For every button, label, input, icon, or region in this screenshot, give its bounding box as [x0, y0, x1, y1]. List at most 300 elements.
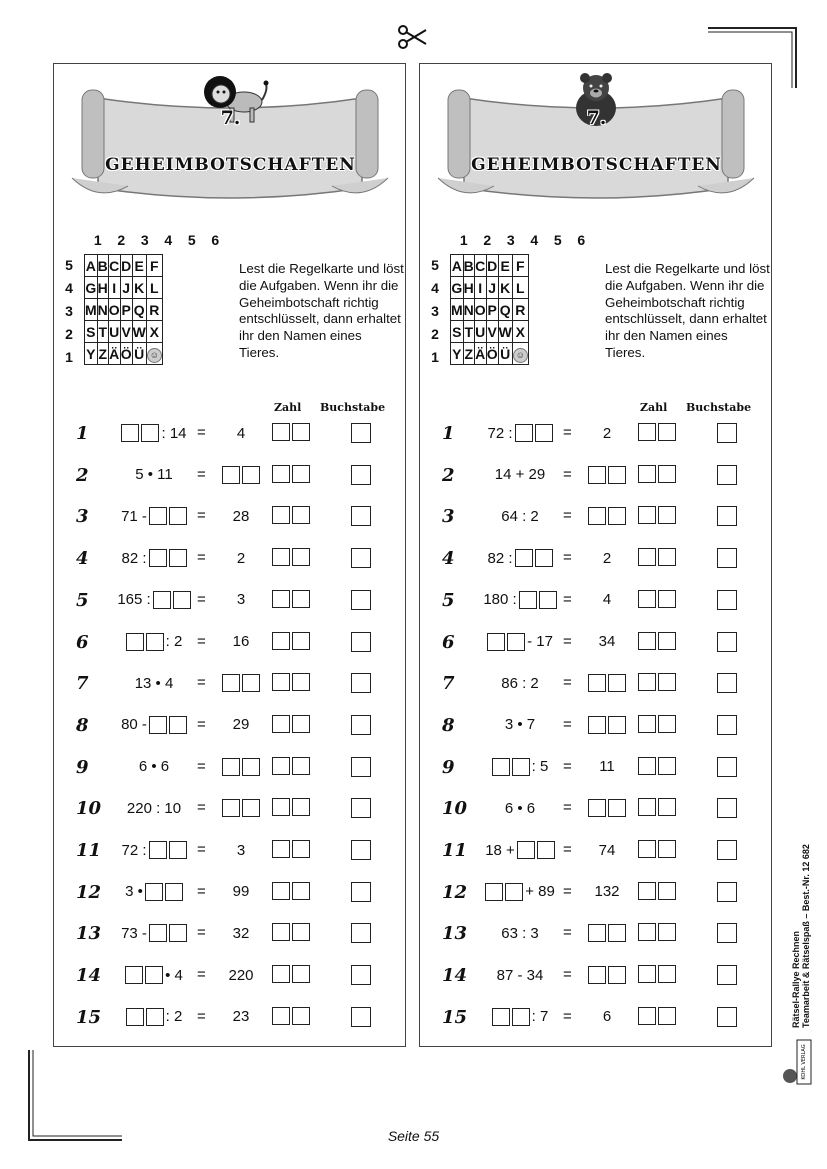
zahl-boxes[interactable] — [638, 1007, 676, 1025]
task-result — [215, 838, 267, 862]
digit-box[interactable] — [507, 633, 525, 651]
task-expression — [464, 713, 576, 737]
answer-blank[interactable] — [487, 633, 525, 651]
task-expression — [464, 838, 576, 862]
buchstabe-box[interactable] — [717, 465, 737, 485]
digit-box[interactable] — [292, 590, 310, 608]
digit-box[interactable] — [638, 465, 656, 483]
digit-box[interactable] — [222, 466, 240, 484]
result-blank[interactable] — [588, 716, 626, 734]
digit-box[interactable] — [272, 715, 290, 733]
digit-box[interactable] — [272, 1007, 290, 1025]
digit-box[interactable] — [658, 923, 676, 941]
task-result — [215, 713, 267, 737]
zahl-boxes[interactable] — [638, 965, 676, 983]
answer-blank[interactable] — [125, 966, 163, 984]
digit-box[interactable] — [272, 548, 290, 566]
digit-box[interactable] — [292, 923, 310, 941]
grid-cell: Q — [498, 299, 512, 321]
digit-box[interactable] — [537, 841, 555, 859]
digit-box[interactable] — [658, 1007, 676, 1025]
task-number: 2 — [442, 464, 455, 486]
result-blank[interactable] — [588, 799, 626, 817]
grid-cell: U — [474, 321, 486, 343]
digit-box[interactable] — [145, 883, 163, 901]
task-row — [54, 463, 407, 487]
digit-box[interactable] — [658, 965, 676, 983]
zahl-boxes[interactable] — [272, 506, 310, 524]
digit-box[interactable] — [638, 882, 656, 900]
answer-blank[interactable] — [145, 883, 183, 901]
buchstabe-box[interactable] — [717, 965, 737, 985]
buchstabe-box[interactable] — [351, 882, 371, 902]
digit-box[interactable] — [638, 715, 656, 733]
digit-box[interactable] — [242, 799, 260, 817]
digit-box[interactable] — [242, 466, 260, 484]
zahl-boxes[interactable] — [638, 423, 676, 441]
digit-box[interactable] — [222, 674, 240, 692]
answer-blank[interactable] — [126, 633, 164, 651]
digit-box[interactable] — [222, 799, 240, 817]
expr-left: 14 + 29 — [494, 466, 546, 484]
zahl-boxes[interactable] — [638, 548, 676, 566]
task-result — [581, 671, 633, 695]
answer-blank[interactable] — [515, 549, 553, 567]
digit-box[interactable] — [242, 674, 260, 692]
equals-sign: = — [563, 841, 572, 858]
digit-box[interactable] — [149, 507, 167, 525]
letter-table — [84, 254, 163, 365]
answer-blank[interactable] — [149, 924, 187, 942]
digit-box[interactable] — [272, 590, 290, 608]
digit-box[interactable] — [638, 923, 656, 941]
digit-box[interactable] — [638, 673, 656, 691]
digit-box[interactable] — [145, 966, 163, 984]
buchstabe-box[interactable] — [351, 548, 371, 568]
task-expression — [98, 463, 210, 487]
digit-box[interactable] — [539, 591, 557, 609]
digit-box[interactable] — [272, 965, 290, 983]
buchstabe-box[interactable] — [717, 923, 737, 943]
digit-box[interactable] — [125, 966, 143, 984]
answer-blank[interactable] — [485, 883, 523, 901]
buchstabe-box[interactable] — [351, 423, 371, 443]
zahl-boxes[interactable] — [638, 882, 676, 900]
zahl-boxes[interactable] — [272, 590, 310, 608]
digit-box[interactable] — [515, 424, 533, 442]
answer-blank[interactable] — [519, 591, 557, 609]
digit-box[interactable] — [272, 798, 290, 816]
digit-box[interactable] — [638, 590, 656, 608]
digit-box[interactable] — [608, 507, 626, 525]
digit-box[interactable] — [153, 591, 171, 609]
grid-row-number: 4 — [431, 280, 439, 296]
zahl-boxes[interactable] — [638, 506, 676, 524]
buchstabe-box[interactable] — [717, 1007, 737, 1027]
task-expression — [464, 630, 576, 654]
task-expression — [464, 880, 576, 904]
digit-box[interactable] — [146, 1008, 164, 1026]
zahl-boxes[interactable] — [638, 840, 676, 858]
card-title-number: 7. — [586, 107, 607, 129]
grid-row-number: 2 — [65, 326, 73, 342]
buchstabe-box[interactable] — [717, 882, 737, 902]
digit-box[interactable] — [658, 715, 676, 733]
result-blank[interactable] — [222, 799, 260, 817]
digit-box[interactable] — [658, 465, 676, 483]
task-number: 12 — [76, 881, 102, 903]
zahl-boxes[interactable] — [272, 757, 310, 775]
digit-box[interactable] — [121, 424, 139, 442]
digit-box[interactable] — [658, 423, 676, 441]
buchstabe-box[interactable] — [351, 798, 371, 818]
digit-box[interactable] — [149, 841, 167, 859]
digit-box[interactable] — [658, 590, 676, 608]
digit-box[interactable] — [638, 632, 656, 650]
digit-box[interactable] — [638, 548, 656, 566]
zahl-boxes[interactable] — [638, 923, 676, 941]
task-row — [54, 880, 407, 904]
grid-cell: I — [108, 277, 120, 299]
digit-box[interactable] — [169, 549, 187, 567]
digit-box[interactable] — [658, 632, 676, 650]
result-blank[interactable] — [222, 466, 260, 484]
digit-box[interactable] — [272, 673, 290, 691]
digit-box[interactable] — [146, 633, 164, 651]
scissors-icon — [397, 24, 427, 50]
buchstabe-box[interactable] — [351, 632, 371, 652]
result-value: 220 — [228, 966, 254, 984]
buchstabe-box[interactable] — [717, 840, 737, 860]
digit-box[interactable] — [292, 423, 310, 441]
digit-box[interactable] — [658, 840, 676, 858]
zahl-boxes[interactable] — [638, 673, 676, 691]
zahl-boxes[interactable] — [638, 590, 676, 608]
digit-box[interactable] — [638, 1007, 656, 1025]
digit-box[interactable] — [588, 466, 606, 484]
digit-box[interactable] — [515, 549, 533, 567]
task-result — [581, 546, 633, 570]
task-number: 14 — [76, 965, 102, 987]
buchstabe-box[interactable] — [717, 757, 737, 777]
digit-box[interactable] — [588, 507, 606, 525]
digit-box[interactable] — [292, 632, 310, 650]
zahl-boxes[interactable] — [638, 715, 676, 733]
digit-box[interactable] — [149, 924, 167, 942]
buchstabe-box[interactable] — [717, 798, 737, 818]
result-blank[interactable] — [588, 674, 626, 692]
grid-cell: G — [85, 277, 98, 299]
digit-box[interactable] — [149, 716, 167, 734]
answer-blank[interactable] — [149, 716, 187, 734]
publisher-logo — [780, 1038, 814, 1086]
digit-box[interactable] — [638, 840, 656, 858]
digit-box[interactable] — [272, 632, 290, 650]
digit-box[interactable] — [292, 673, 310, 691]
digit-box[interactable] — [292, 715, 310, 733]
task-result — [215, 755, 267, 779]
smiley-icon: ☺ — [513, 348, 528, 363]
grid-cell: C — [474, 255, 486, 277]
digit-box[interactable] — [608, 966, 626, 984]
digit-box[interactable] — [588, 966, 606, 984]
result-value: 4 — [602, 591, 612, 609]
zahl-boxes[interactable] — [638, 632, 676, 650]
digit-box[interactable] — [588, 924, 606, 942]
grid-col-number: 5 — [553, 232, 562, 248]
zahl-boxes[interactable] — [272, 965, 310, 983]
digit-box[interactable] — [165, 883, 183, 901]
answer-blank[interactable] — [153, 591, 191, 609]
digit-box[interactable] — [658, 798, 676, 816]
digit-box[interactable] — [272, 506, 290, 524]
expr-right: • 4 — [165, 966, 183, 984]
digit-box[interactable] — [272, 423, 290, 441]
result-blank[interactable] — [588, 466, 626, 484]
digit-box[interactable] — [173, 591, 191, 609]
task-result — [215, 588, 267, 612]
digit-box[interactable] — [272, 923, 290, 941]
task-result — [581, 796, 633, 820]
expr-left: 6 • 6 — [504, 799, 536, 817]
equals-sign: = — [197, 465, 206, 483]
digit-box[interactable] — [272, 882, 290, 900]
grid-row-number: 5 — [65, 257, 73, 273]
buchstabe-box[interactable] — [717, 506, 737, 526]
grid-row-number: 5 — [431, 257, 439, 273]
task-number: 9 — [442, 756, 455, 778]
expr-left: 3 • 7 — [504, 716, 536, 734]
card-title: GEHEIMBOTSCHAFTEN — [105, 155, 356, 175]
expr-left: 5 • 11 — [135, 466, 173, 484]
zahl-boxes[interactable] — [272, 923, 310, 941]
zahl-boxes[interactable] — [272, 840, 310, 858]
digit-box[interactable] — [292, 965, 310, 983]
card-title-number: 7. — [220, 107, 241, 129]
digit-box[interactable] — [588, 799, 606, 817]
answer-blank[interactable] — [515, 424, 553, 442]
grid-col-number: 1 — [459, 232, 468, 248]
grid-row-number: 1 — [65, 349, 73, 365]
equals-sign: = — [197, 924, 206, 942]
buchstabe-box[interactable] — [351, 715, 371, 735]
task-row — [420, 546, 773, 570]
zahl-boxes[interactable] — [272, 798, 310, 816]
buchstabe-box[interactable] — [351, 965, 371, 985]
digit-box[interactable] — [638, 506, 656, 524]
digit-box[interactable] — [292, 1007, 310, 1025]
zahl-boxes[interactable] — [272, 423, 310, 441]
digit-box[interactable] — [658, 757, 676, 775]
digit-box[interactable] — [658, 882, 676, 900]
digit-box[interactable] — [492, 1008, 510, 1026]
grid-cell: Ä — [474, 343, 486, 365]
digit-box[interactable] — [588, 716, 606, 734]
result-value: 4 — [236, 424, 246, 442]
digit-box[interactable] — [222, 758, 240, 776]
grid-cell: F — [512, 255, 528, 277]
digit-box[interactable] — [272, 465, 290, 483]
digit-box[interactable] — [535, 549, 553, 567]
task-number: 5 — [76, 589, 89, 611]
buchstabe-box[interactable] — [717, 632, 737, 652]
result-blank[interactable] — [588, 924, 626, 942]
digit-box[interactable] — [519, 591, 537, 609]
task-result — [215, 630, 267, 654]
digit-box[interactable] — [608, 674, 626, 692]
grid-cell: E — [132, 255, 146, 277]
expr-left: 165 : — [117, 591, 151, 609]
grid-col-number: 4 — [164, 232, 173, 248]
grid-col-number: 2 — [483, 232, 492, 248]
buchstabe-box[interactable] — [351, 506, 371, 526]
answer-blank[interactable] — [517, 841, 555, 859]
digit-box[interactable] — [638, 798, 656, 816]
task-number: 8 — [76, 714, 89, 736]
grid-cell: V — [120, 321, 132, 343]
digit-box[interactable] — [292, 882, 310, 900]
zahl-boxes[interactable] — [272, 882, 310, 900]
buchstabe-box[interactable] — [717, 673, 737, 693]
digit-box[interactable] — [169, 924, 187, 942]
task-number: 7 — [442, 673, 455, 695]
task-number: 13 — [442, 923, 468, 945]
grid-cell: D — [120, 255, 132, 277]
digit-box[interactable] — [242, 758, 260, 776]
grid-column-numbers — [86, 232, 227, 248]
digit-box[interactable] — [505, 883, 523, 901]
zahl-boxes[interactable] — [638, 757, 676, 775]
answer-blank[interactable] — [149, 549, 187, 567]
digit-box[interactable] — [658, 673, 676, 691]
digit-box[interactable] — [638, 757, 656, 775]
digit-box[interactable] — [487, 633, 505, 651]
digit-box[interactable] — [272, 840, 290, 858]
buchstabe-box[interactable] — [351, 840, 371, 860]
zahl-boxes[interactable] — [638, 465, 676, 483]
side-line-2: Teamarbeit & Rätselspaß – Best.-Nr. 12 682 — [801, 844, 811, 1028]
svg-text:KOHL VERLAG: KOHL VERLAG — [801, 1044, 807, 1080]
digit-box[interactable] — [292, 548, 310, 566]
task-number: 1 — [442, 423, 455, 444]
digit-box[interactable] — [512, 1008, 530, 1026]
result-blank[interactable] — [222, 674, 260, 692]
equals-sign: = — [563, 966, 572, 984]
digit-box[interactable] — [169, 841, 187, 859]
buchstabe-box[interactable] — [717, 590, 737, 610]
digit-box[interactable] — [292, 506, 310, 524]
buchstabe-box[interactable] — [351, 1007, 371, 1027]
digit-box[interactable] — [535, 424, 553, 442]
answer-blank[interactable] — [492, 1008, 530, 1026]
digit-box[interactable] — [512, 758, 530, 776]
zahl-boxes[interactable] — [272, 1007, 310, 1025]
task-expression — [98, 546, 210, 570]
grid-cell: B — [97, 255, 108, 277]
task-row — [420, 421, 773, 445]
buchstabe-box[interactable] — [717, 423, 737, 443]
digit-box[interactable] — [658, 548, 676, 566]
digit-box[interactable] — [126, 1008, 144, 1026]
grid-cell: O — [474, 299, 486, 321]
buchstabe-box[interactable] — [717, 548, 737, 568]
digit-box[interactable] — [485, 883, 503, 901]
zahl-boxes[interactable] — [272, 715, 310, 733]
digit-box[interactable] — [492, 758, 510, 776]
equals-sign: = — [563, 507, 572, 525]
result-blank[interactable] — [222, 758, 260, 776]
digit-box[interactable] — [658, 506, 676, 524]
digit-box[interactable] — [638, 423, 656, 441]
task-expression — [98, 671, 210, 695]
buchstabe-box[interactable] — [351, 465, 371, 485]
digit-box[interactable] — [292, 798, 310, 816]
expr-left: 71 - — [121, 507, 147, 525]
task-result — [215, 1005, 267, 1029]
answer-blank[interactable] — [492, 758, 530, 776]
digit-box[interactable] — [608, 466, 626, 484]
digit-box[interactable] — [149, 549, 167, 567]
digit-box[interactable] — [141, 424, 159, 442]
digit-box[interactable] — [608, 924, 626, 942]
puzzle-card-right — [419, 63, 772, 1047]
digit-box[interactable] — [169, 507, 187, 525]
buchstabe-box[interactable] — [351, 590, 371, 610]
answer-blank[interactable] — [126, 1008, 164, 1026]
buchstabe-box[interactable] — [717, 715, 737, 735]
answer-blank[interactable] — [149, 507, 187, 525]
digit-box[interactable] — [292, 840, 310, 858]
task-expression — [98, 588, 210, 612]
zahl-boxes[interactable] — [272, 548, 310, 566]
answer-blank[interactable] — [121, 424, 159, 442]
task-row — [420, 463, 773, 487]
digit-box[interactable] — [608, 799, 626, 817]
zahl-boxes[interactable] — [272, 632, 310, 650]
digit-box[interactable] — [638, 965, 656, 983]
task-number: 12 — [442, 881, 468, 903]
task-result — [215, 921, 267, 945]
answer-blank[interactable] — [149, 841, 187, 859]
digit-box[interactable] — [126, 633, 144, 651]
digit-box[interactable] — [292, 757, 310, 775]
task-result — [581, 755, 633, 779]
equals-sign: = — [197, 799, 206, 817]
equals-sign: = — [563, 757, 572, 775]
buchstabe-box[interactable] — [351, 757, 371, 777]
result-blank[interactable] — [588, 507, 626, 525]
grid-cell: D — [486, 255, 498, 277]
digit-box[interactable] — [588, 674, 606, 692]
zahl-boxes[interactable] — [638, 798, 676, 816]
zahl-boxes[interactable] — [272, 673, 310, 691]
buchstabe-box[interactable] — [351, 673, 371, 693]
task-expression — [464, 921, 576, 945]
task-number: 15 — [76, 1006, 102, 1028]
buchstabe-box[interactable] — [351, 923, 371, 943]
digit-box[interactable] — [169, 716, 187, 734]
expr-right: - 17 — [527, 633, 553, 650]
digit-box[interactable] — [608, 716, 626, 734]
digit-box[interactable] — [272, 757, 290, 775]
result-blank[interactable] — [588, 966, 626, 984]
task-row — [54, 755, 407, 779]
equals-sign: = — [563, 590, 572, 608]
digit-box[interactable] — [292, 465, 310, 483]
task-expression — [98, 630, 210, 654]
zahl-boxes[interactable] — [272, 465, 310, 483]
digit-box[interactable] — [517, 841, 535, 859]
